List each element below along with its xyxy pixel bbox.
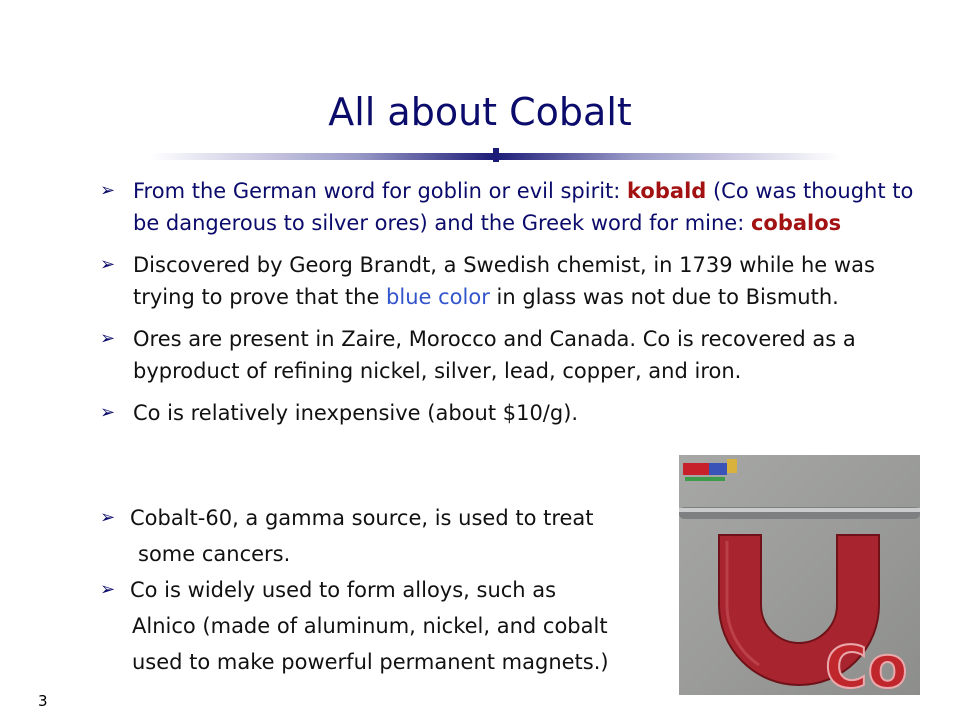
bullet-alloys (100, 572, 680, 608)
bullet-text: From the German word for goblin or evil spirit: (133, 179, 628, 203)
bullet-discovery (100, 249, 920, 313)
slide-number: 3 (38, 692, 48, 710)
title-underline-mark (493, 148, 499, 162)
bullet-cobalt-60-cont (100, 536, 680, 572)
arrow-bullet-icon: ➢ (100, 328, 116, 349)
arrow-bullet-icon: ➢ (100, 180, 116, 201)
bullet-text: some cancers. (138, 542, 291, 566)
arrow-bullet-icon: ➢ (100, 254, 116, 275)
keyword-cobalos: cobalos (750, 211, 842, 235)
bullet-text: Ores are present in Zaire, Morocco and Canada. Co is recovered as a byproduct of refining nickel, silver, lead, copper, and iron. (133, 327, 856, 383)
slide-title: All about Cobalt (328, 90, 632, 134)
arrow-bullet-icon: ➢ (100, 507, 116, 528)
arrow-bullet-icon: ➢ (100, 579, 116, 600)
bullet-text: used to make powerful permanent magnets.) (132, 650, 609, 674)
keyword-kobald: kobald (627, 179, 707, 203)
bullet-text: Discovered by Georg Brandt, a Swedish chemist, in 1739 while he was trying to prove that the (133, 253, 875, 309)
co-symbol-label: Co (825, 633, 908, 695)
bullet-etymology (100, 175, 920, 239)
bullet-text: in glass was not due to Bismuth. (489, 285, 839, 309)
bullet-list (100, 175, 920, 439)
bullet-text: Co is widely used to form alloys, such as (130, 578, 557, 602)
bullet-text: Alnico (made of aluminum, nickel, and cobalt (132, 614, 608, 638)
cobalt-magnet-photo (679, 455, 920, 695)
bullet-text: Cobalt-60, a gamma source, is used to treat (130, 506, 594, 530)
bullet-text: (Co was thought to be dangerous to silver ores) and the Greek word for mine: (133, 179, 914, 235)
keyword-blue-color: blue color (386, 285, 490, 309)
bullet-cobalt-60 (100, 500, 680, 536)
bullet-ores (100, 323, 920, 387)
bullet-alloys-cont (100, 608, 680, 644)
bullet-alloys-cont (100, 644, 680, 680)
bullet-price (100, 397, 920, 429)
horseshoe-magnet-icon (679, 455, 920, 695)
lower-bullets (100, 500, 680, 680)
bullet-text: Co is relatively inexpensive (about $10/g). (133, 401, 579, 425)
arrow-bullet-icon: ➢ (100, 402, 116, 423)
